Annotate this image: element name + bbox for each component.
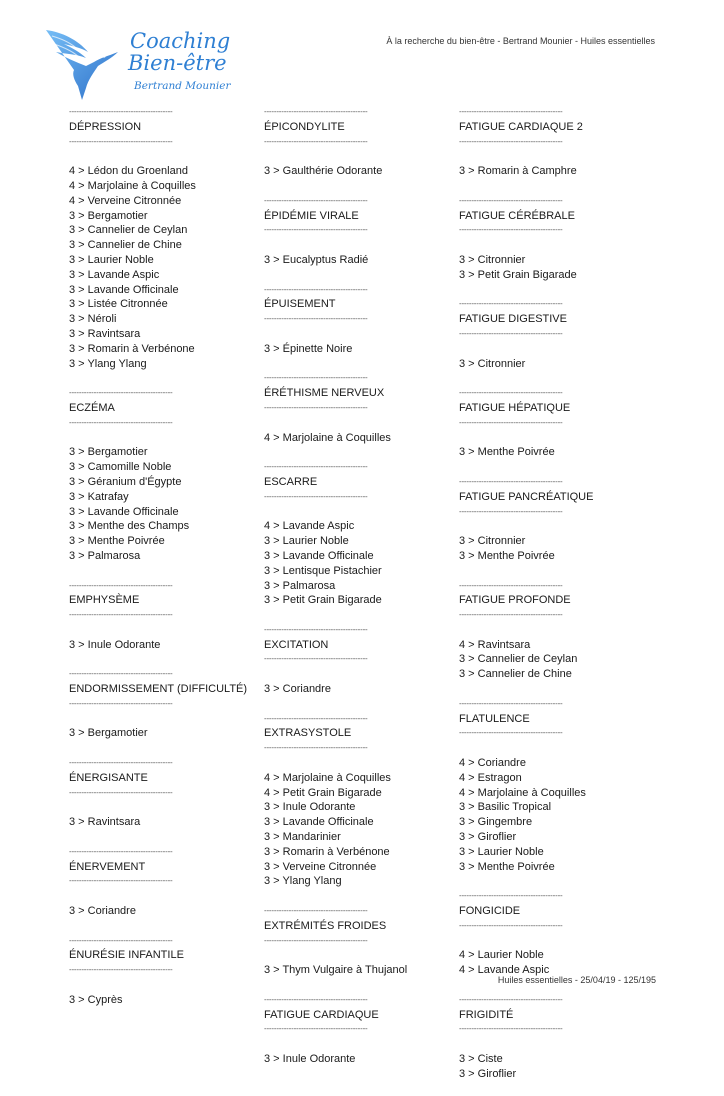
ailment-title: ESCARRE — [264, 475, 318, 488]
separator-line: ------------------------------------------ — [69, 136, 173, 146]
oil-item: 3 > Petit Grain Bigarade — [264, 594, 382, 607]
ailment-title: FATIGUE DIGESTIVE — [459, 313, 567, 326]
oil-item: 3 > Basilic Tropical — [459, 801, 552, 814]
oil-item: 3 > Lavande Officinale — [69, 283, 179, 296]
oil-item: 4 > Marjolaine à Coquilles — [264, 431, 391, 444]
ailment-title: FATIGUE PANCRÉATIQUE — [459, 490, 594, 503]
separator-line: ------------------------------------------ — [69, 669, 173, 679]
oil-item: 3 > Gaulthérie Odorante — [264, 165, 383, 178]
ailment-section — [264, 712, 439, 890]
page-header: À la recherche du bien-être - Bertrand Mounier - Huiles essentielles — [386, 36, 655, 46]
ailment-title: ÉPUISEMENT — [264, 298, 336, 311]
separator-line: ------------------------------------------ — [459, 891, 563, 901]
separator-line: ------------------------------------------ — [69, 417, 173, 427]
oil-item: 3 > Citronnier — [459, 535, 526, 548]
oil-item: 3 > Petit Grain Bigarade — [459, 268, 577, 281]
ailment-title: ÉPICONDYLITE — [264, 120, 345, 133]
column-2 — [264, 105, 439, 1082]
oil-item: 3 > Ravintsara — [69, 327, 141, 340]
hummingbird-icon — [42, 26, 132, 102]
ailment-section — [459, 993, 634, 1082]
oil-item: 3 > Ciste — [459, 1053, 503, 1065]
separator-line: ------------------------------------------ — [264, 195, 368, 205]
oil-item: 3 > Romarin à Camphre — [459, 165, 577, 178]
separator-line: ------------------------------------------ — [459, 299, 563, 309]
separator-line: ------------------------------------------ — [69, 580, 173, 590]
separator-line: ------------------------------------------ — [69, 846, 173, 856]
separator-line: ------------------------------------------ — [264, 935, 368, 945]
oil-item: 3 > Ylang Ylang — [264, 875, 342, 888]
separator-line: ------------------------------------------ — [264, 462, 368, 472]
separator-line: ------------------------------------------ — [69, 107, 173, 116]
ailment-section — [69, 579, 244, 653]
separator-line: ------------------------------------------ — [264, 491, 368, 501]
separator-line: ------------------------------------------ — [459, 388, 563, 398]
oil-item: 4 > Lavande Aspic — [264, 520, 355, 533]
separator-line: ------------------------------------------ — [264, 284, 368, 294]
oil-item: 4 > Ravintsara — [459, 638, 531, 651]
oil-item: 4 > Marjolaine à Coquilles — [69, 179, 196, 192]
separator-line: ------------------------------------------ — [264, 713, 368, 723]
separator-line: ------------------------------------------ — [69, 876, 173, 886]
oil-item: 3 > Thym Vulgaire à Thujanol — [264, 964, 408, 977]
oil-item: 3 > Lavande Officinale — [264, 549, 374, 562]
oil-item: 3 > Mandarinier — [264, 831, 341, 844]
ailment-title: ÉNERGISANTE — [69, 771, 148, 784]
oil-item: 4 > Verveine Citronnée — [69, 194, 182, 207]
oil-item: 3 > Laurier Noble — [459, 845, 544, 858]
oil-item: 3 > Camomille Noble — [69, 461, 172, 474]
oil-item: 3 > Palmarosa — [264, 579, 336, 592]
ailment-title: ÉNERVEMENT — [69, 860, 146, 873]
oil-item: 3 > Laurier Noble — [69, 253, 154, 266]
column-3 — [459, 105, 634, 1096]
separator-line: ------------------------------------------ — [264, 1024, 368, 1034]
separator-line: ------------------------------------------ — [69, 388, 173, 398]
oil-item: 4 > Estragon — [459, 771, 522, 784]
oil-item: 3 > Romarin à Verbénone — [69, 342, 195, 355]
oil-item: 3 > Bergamotier — [69, 209, 148, 222]
ailment-section — [69, 934, 244, 1008]
oil-item: 3 > Listée Citronnée — [69, 298, 168, 311]
ailment-title: FLATULENCE — [459, 712, 530, 725]
ailment-title: DÉPRESSION — [69, 120, 142, 133]
logo-author: Bertrand Mounier — [134, 80, 231, 92]
separator-line: ------------------------------------------ — [459, 506, 563, 516]
oil-item: 3 > Menthe Poivrée — [459, 446, 555, 459]
separator-line: ------------------------------------------ — [264, 402, 368, 412]
oil-item: 3 > Eucalyptus Radié — [264, 253, 369, 266]
ailment-section — [459, 194, 634, 283]
oil-item: 3 > Lentisque Pistachier — [264, 564, 382, 577]
separator-line: ------------------------------------------ — [264, 654, 368, 664]
oil-item: 4 > Petit Grain Bigarade — [264, 786, 382, 799]
separator-line: ------------------------------------------ — [264, 107, 368, 116]
oil-item: 3 > Laurier Noble — [264, 535, 349, 548]
logo — [42, 22, 242, 102]
logo-title-line2: Bien-être — [128, 51, 227, 75]
oil-item: 3 > Cannelier de Chine — [459, 668, 572, 681]
separator-line: ------------------------------------------ — [459, 920, 563, 930]
ailment-section — [459, 105, 634, 179]
ailment-title: ÉPIDÉMIE VIRALE — [264, 209, 359, 222]
separator-line: ------------------------------------------ — [459, 417, 563, 427]
ailment-title: FATIGUE PROFONDE — [459, 594, 571, 607]
ailment-title: FONGICIDE — [459, 905, 521, 918]
separator-line: ------------------------------------------ — [459, 698, 563, 708]
separator-line: ------------------------------------------ — [69, 935, 173, 945]
separator-line: ------------------------------------------ — [264, 906, 368, 916]
separator-line: ------------------------------------------ — [459, 610, 563, 620]
oil-item: 3 > Géranium d'Égypte — [69, 475, 182, 488]
separator-line: ------------------------------------------ — [264, 624, 368, 634]
oil-item: 4 > Lavande Aspic — [459, 964, 550, 977]
ailment-title: EMPHYSÈME — [69, 594, 140, 607]
oil-item: 3 > Cannelier de Ceylan — [69, 224, 188, 237]
oil-item: 3 > Inule Odorante — [69, 638, 161, 651]
oil-item: 3 > Katrafay — [69, 490, 129, 503]
separator-line: ------------------------------------------ — [459, 476, 563, 486]
ailment-title: ENDORMISSEMENT (DIFFICULTÉ) — [69, 683, 248, 696]
oil-item: 4 > Lédon du Groenland — [69, 165, 188, 178]
ailment-section — [264, 993, 439, 1067]
ailment-section — [459, 889, 634, 978]
ailment-section — [264, 623, 439, 697]
oil-item: 4 > Marjolaine à Coquilles — [264, 771, 391, 784]
oil-item: 3 > Cyprès — [69, 993, 123, 1006]
ailment-section — [459, 297, 634, 371]
page-footer: Huiles essentielles - 25/04/19 - 125/195 — [497, 975, 656, 985]
separator-line: ------------------------------------------ — [264, 225, 368, 235]
oil-item: 3 > Giroflier — [459, 1067, 517, 1080]
oil-item: 3 > Citronnier — [459, 253, 526, 266]
oil-item: 3 > Romarin à Verbénone — [264, 845, 390, 858]
oil-item: 3 > Coriandre — [69, 905, 136, 918]
ailment-section — [69, 667, 248, 741]
oil-item: 3 > Lavande Aspic — [69, 268, 160, 281]
ailment-section — [69, 845, 244, 919]
oil-item: 3 > Menthe Poivrée — [459, 860, 555, 873]
separator-line: ------------------------------------------ — [69, 758, 173, 768]
ailment-title: FATIGUE HÉPATIQUE — [459, 401, 571, 414]
ailment-title: ÉRÉTHISME NERVEUX — [264, 387, 385, 400]
ailment-title: EXTRÉMITÉS FROIDES — [264, 919, 387, 932]
separator-line: ------------------------------------------ — [69, 610, 173, 620]
ailment-section — [459, 697, 634, 875]
ailment-section — [264, 371, 439, 445]
separator-line: ------------------------------------------ — [459, 580, 563, 590]
oil-item: 3 > Gingembre — [459, 816, 533, 829]
ailment-section — [459, 475, 634, 564]
ailment-title: EXTRASYSTOLE — [264, 727, 352, 740]
logo-title-line1: Coaching — [130, 29, 231, 53]
separator-line: ------------------------------------------ — [264, 994, 368, 1004]
oil-item: 3 > Ylang Ylang — [69, 357, 147, 370]
ailment-section — [264, 105, 439, 179]
ailment-title: ECZÉMA — [69, 401, 115, 414]
oil-item: 3 > Palmarosa — [69, 549, 141, 562]
ailment-section — [69, 386, 244, 564]
oil-item: 3 > Menthe Poivrée — [69, 535, 165, 548]
column-1 — [69, 105, 248, 1022]
oil-item: 4 > Marjolaine à Coquilles — [459, 786, 586, 799]
oil-item: 3 > Menthe des Champs — [69, 520, 190, 533]
separator-line: ------------------------------------------ — [459, 1024, 563, 1034]
oil-item: 3 > Cannelier de Ceylan — [459, 653, 578, 666]
oil-item: 3 > Menthe Poivrée — [459, 549, 555, 562]
separator-line: ------------------------------------------ — [69, 787, 173, 797]
ailment-section — [264, 904, 439, 978]
ailment-title: FATIGUE CÉRÉBRALE — [459, 209, 575, 222]
oil-item: 3 > Néroli — [69, 313, 117, 326]
ailment-title: ÉNURÉSIE INFANTILE — [69, 949, 184, 962]
ailment-title: FRIGIDITÉ — [459, 1008, 514, 1021]
oil-item: 3 > Cannelier de Chine — [69, 239, 182, 252]
ailment-section — [69, 105, 244, 371]
separator-line: ------------------------------------------ — [459, 107, 563, 116]
separator-line: ------------------------------------------ — [69, 965, 173, 975]
oil-item: 3 > Inule Odorante — [264, 801, 356, 814]
ailment-section — [264, 460, 439, 608]
ailment-title: FATIGUE CARDIAQUE — [264, 1008, 379, 1021]
ailment-section — [264, 194, 439, 268]
separator-line: ------------------------------------------ — [264, 136, 368, 146]
oil-item: 3 > Épinette Noire — [264, 342, 353, 355]
separator-line: ------------------------------------------ — [264, 373, 368, 383]
oil-item: 4 > Coriandre — [459, 757, 526, 770]
separator-line: ------------------------------------------ — [459, 728, 563, 738]
oil-item: 3 > Ravintsara — [69, 816, 141, 829]
ailment-section — [459, 579, 634, 683]
ailment-title: FATIGUE CARDIAQUE 2 — [459, 120, 583, 133]
oil-item: 3 > Bergamotier — [69, 446, 148, 459]
oil-item: 3 > Lavande Officinale — [264, 816, 374, 829]
oil-item: 3 > Coriandre — [264, 683, 331, 696]
oil-item: 3 > Citronnier — [459, 357, 526, 370]
ailment-section — [264, 283, 439, 357]
oil-item: 3 > Inule Odorante — [264, 1053, 356, 1065]
separator-line: ------------------------------------------ — [459, 136, 563, 146]
ailment-title: EXCITATION — [264, 638, 329, 651]
separator-line: ------------------------------------------ — [69, 698, 173, 708]
separator-line: ------------------------------------------ — [459, 195, 563, 205]
oil-item: 3 > Verveine Citronnée — [264, 860, 377, 873]
separator-line: ------------------------------------------ — [459, 994, 563, 1004]
oil-item: 4 > Laurier Noble — [459, 949, 544, 962]
oil-item: 3 > Giroflier — [459, 831, 517, 844]
ailment-section — [459, 386, 634, 460]
ailment-section — [69, 756, 244, 830]
separator-line: ------------------------------------------ — [264, 743, 368, 753]
oil-item: 3 > Bergamotier — [69, 727, 148, 740]
separator-line: ------------------------------------------ — [459, 225, 563, 235]
separator-line: ------------------------------------------ — [459, 328, 563, 338]
separator-line: ------------------------------------------ — [264, 314, 368, 324]
oil-item: 3 > Lavande Officinale — [69, 505, 179, 518]
